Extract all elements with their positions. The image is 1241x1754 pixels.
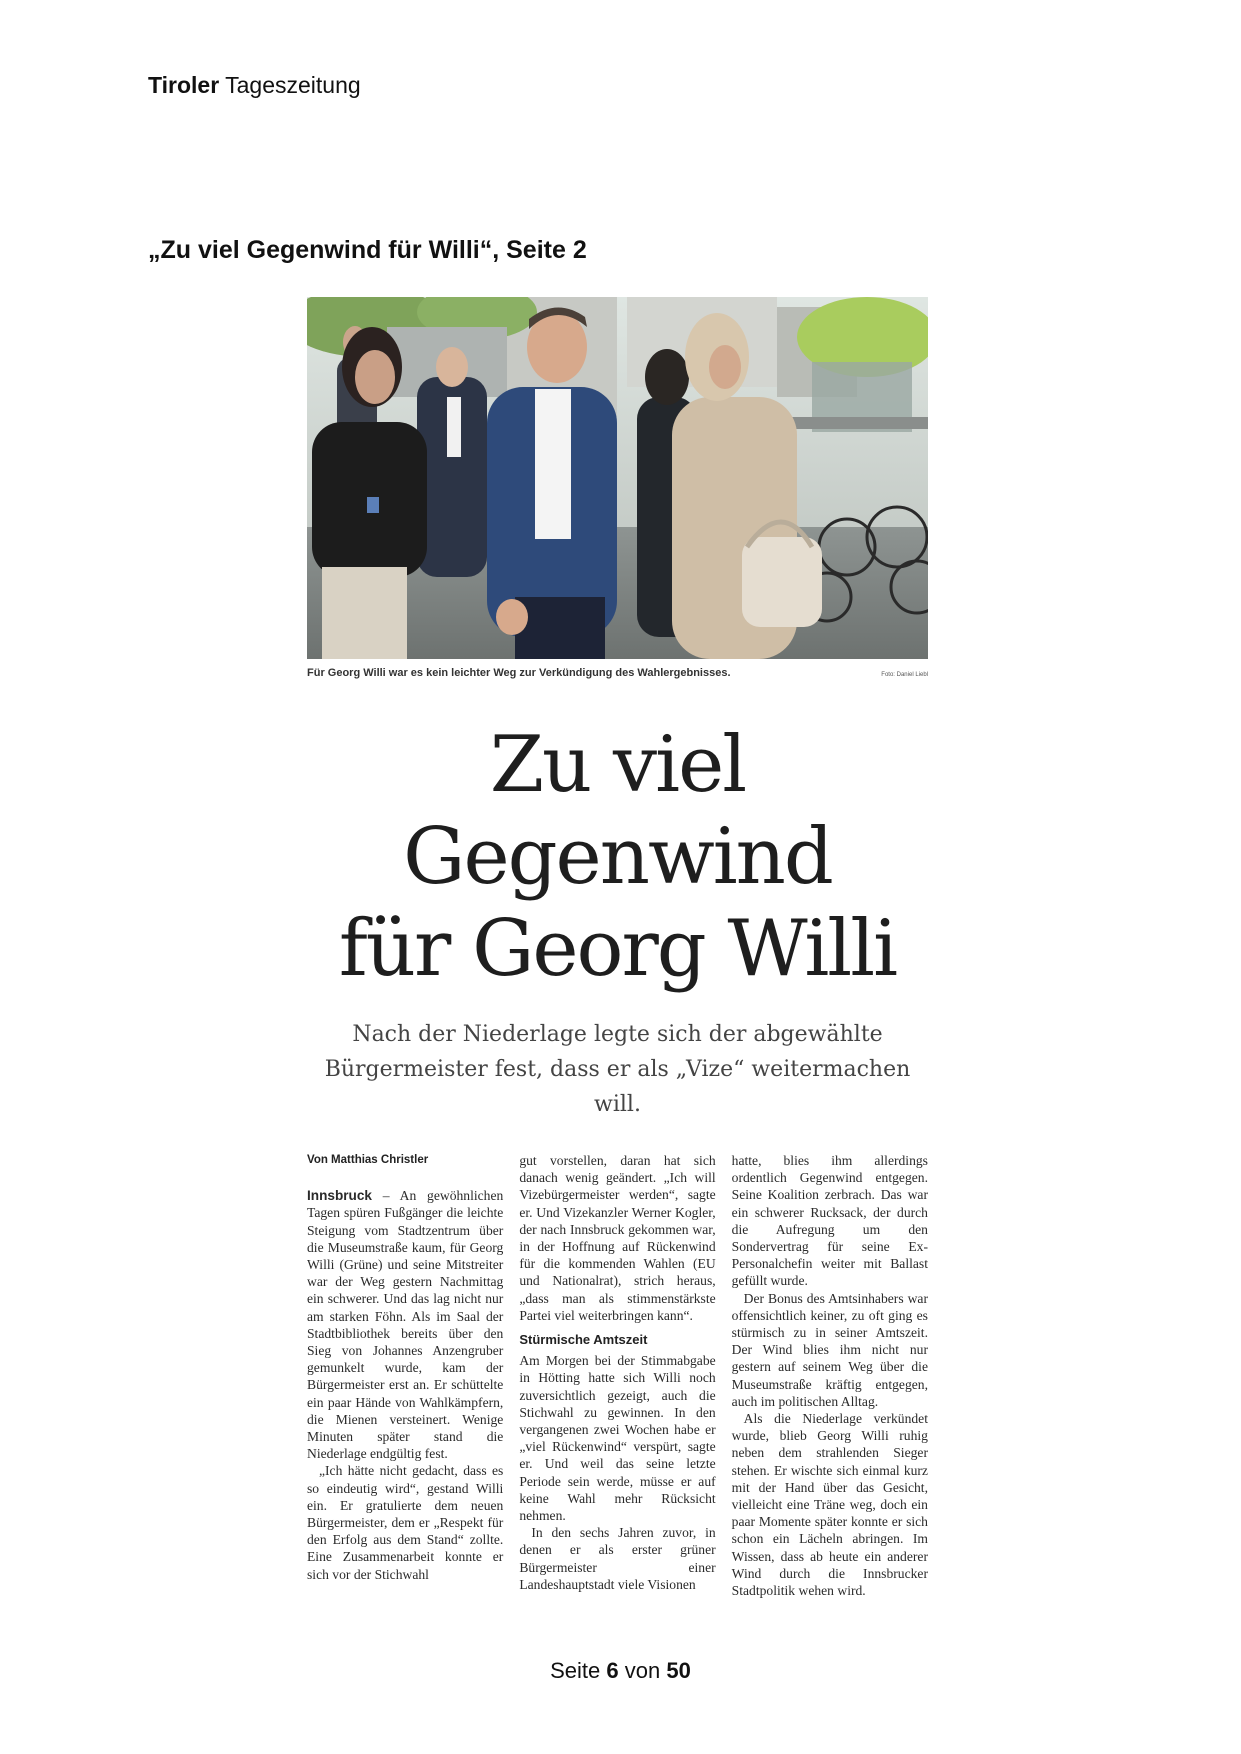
subhead-line-2: Bürgermeister fest, dass er als „Vize“ weitermachen will.: [324, 1057, 911, 1117]
footer-page: 6: [606, 1658, 619, 1683]
article-subhead: [307, 1017, 928, 1122]
footer-prefix: Seite: [550, 1658, 601, 1683]
paragraph-4: Am Morgen bei der Stimmabgabe in Hötting hatte sich Willi noch zuversichtlich gezeigt, auch die Stichwahl zu gewinnen. In den vergangenen zwei Wochen habe er „viel Rückenwind“ verspürt, sagte er. Und weil das seine letzte Periode sein werde, müsse er auf keine Wahl mehr Rücksicht nehmen.: [519, 1353, 716, 1524]
article-byline: Von Matthias Christler: [307, 1154, 429, 1166]
article-reference-title: „Zu viel Gegenwind für Willi“, Seite 2: [148, 236, 587, 264]
photo-caption: Für Georg Willi war es kein leichter Weg zur Verkündigung des Wahlergebnisses.: [307, 667, 731, 679]
paragraph-5: In den sechs Jahren zuvor, in denen er als erster grüner Bürgermeister einer Landeshauptstadt viele Visionen: [519, 1525, 716, 1592]
dateline-place: Innsbruck: [307, 1188, 372, 1204]
publication-name: [148, 72, 361, 99]
article-headline: [307, 719, 928, 995]
headline-line-2: für Georg Willi: [338, 904, 897, 994]
article-subheading: Stürmische Amtszeit: [519, 1332, 648, 1348]
photo-caption-row: [307, 667, 928, 679]
paragraph-1: [307, 1187, 503, 1462]
publication-name-rest: Tageszeitung: [225, 72, 361, 98]
paragraph-2: „Ich hätte nicht gedacht, dass es so eindeutig wird“, gestand Willi ein. Er gratulierte dem neuen Bürgermeister, dem er „Respekt für den Erfolg aus dem Stand“ zollte. Eine Zusammenarbeit konnte er sich vor der Stichwahl: [307, 1463, 504, 1582]
newspaper-clipping: [307, 297, 928, 1599]
paragraph-7: Der Bonus des Amtsinhabers war offensichtlich keiner, zu oft ging es stürmisch zu in seiner Amtszeit. Der Wind blies ihm nicht nur gestern auf seinem Weg über die Museumstraße kräftig entgegen, auch im politischen Alltag.: [731, 1290, 928, 1409]
footer-middle: von: [624, 1658, 661, 1683]
article-column-3: [732, 1152, 928, 1599]
page-number-footer: [0, 1658, 1241, 1684]
photo-credit: Foto: Daniel Liebl: [881, 672, 928, 678]
article-column-1: [307, 1152, 503, 1599]
article-column-2: [519, 1152, 715, 1599]
paragraph-8: Als die Niederlage verkündet wurde, blieb Georg Willi ruhig neben dem strahlenden Sieger stehen. Er wischte sich einmal kurz mit der Hand über das Gesicht, vielleicht eine Träne weg, doch ein paar Momente später konnte er sich schon ein Lächeln abringen. Im Wissen, dass ab heute ein anderer Wind durch die Innsbrucker Stadtpolitik wehen wird.: [731, 1411, 928, 1599]
headline-line-1: Zu viel Gegenwind: [403, 720, 832, 902]
footer-total: 50: [666, 1658, 691, 1683]
article-body: [307, 1152, 928, 1599]
article-photo: [307, 297, 928, 659]
publication-name-bold: Tiroler: [148, 72, 220, 98]
paragraph-6: hatte, blies ihm allerdings ordentlich Gegenwind entgegen. Seine Koalition zerbrach. Das war ein schwerer Rucksack, der durch die Aufregung um den Sondervertrag für seine Ex-Personalchefin weiter mit Ballast gefüllt wurde.: [731, 1153, 928, 1289]
paragraph-3: gut vorstellen, daran hat sich danach wenig geändert. „Ich will Vizebürgermeister werden“, sagte er. Und Vizekanzler Werner Kogler, der nach Innsbruck gekommen war, in der Hoffnung auf Rückenwind für die kommenden Wahlen (EU und Nationalrat), strich heraus, „dass man als stimmenstärkste Partei viel weiterbringen kann“.: [519, 1153, 716, 1323]
subhead-line-1: Nach der Niederlage legte sich der abgewählte: [352, 1022, 883, 1047]
paragraph-1-text: – An gewöhnlichen Tagen spüren Fußgänger die leichte Steigung vom Stadtzentrum über die Museumstraße kaum, für Georg Willi (Grüne) und seine Mitstreiter war der Weg gestern Nachmittag ein schwerer. Und das lag nicht nur am starken Föhn. Als im Saal der Stadtbibliothek bereits über den Sieg von Johannes Anzengruber gemunkelt wurde, kam der Bürgermeister erst an. Er schüttelte ein paar Hände von Wahlkämpfern, die Mienen versteinert. Wenige Minuten später stand die Niederlage endgültig fest.: [307, 1188, 504, 1462]
